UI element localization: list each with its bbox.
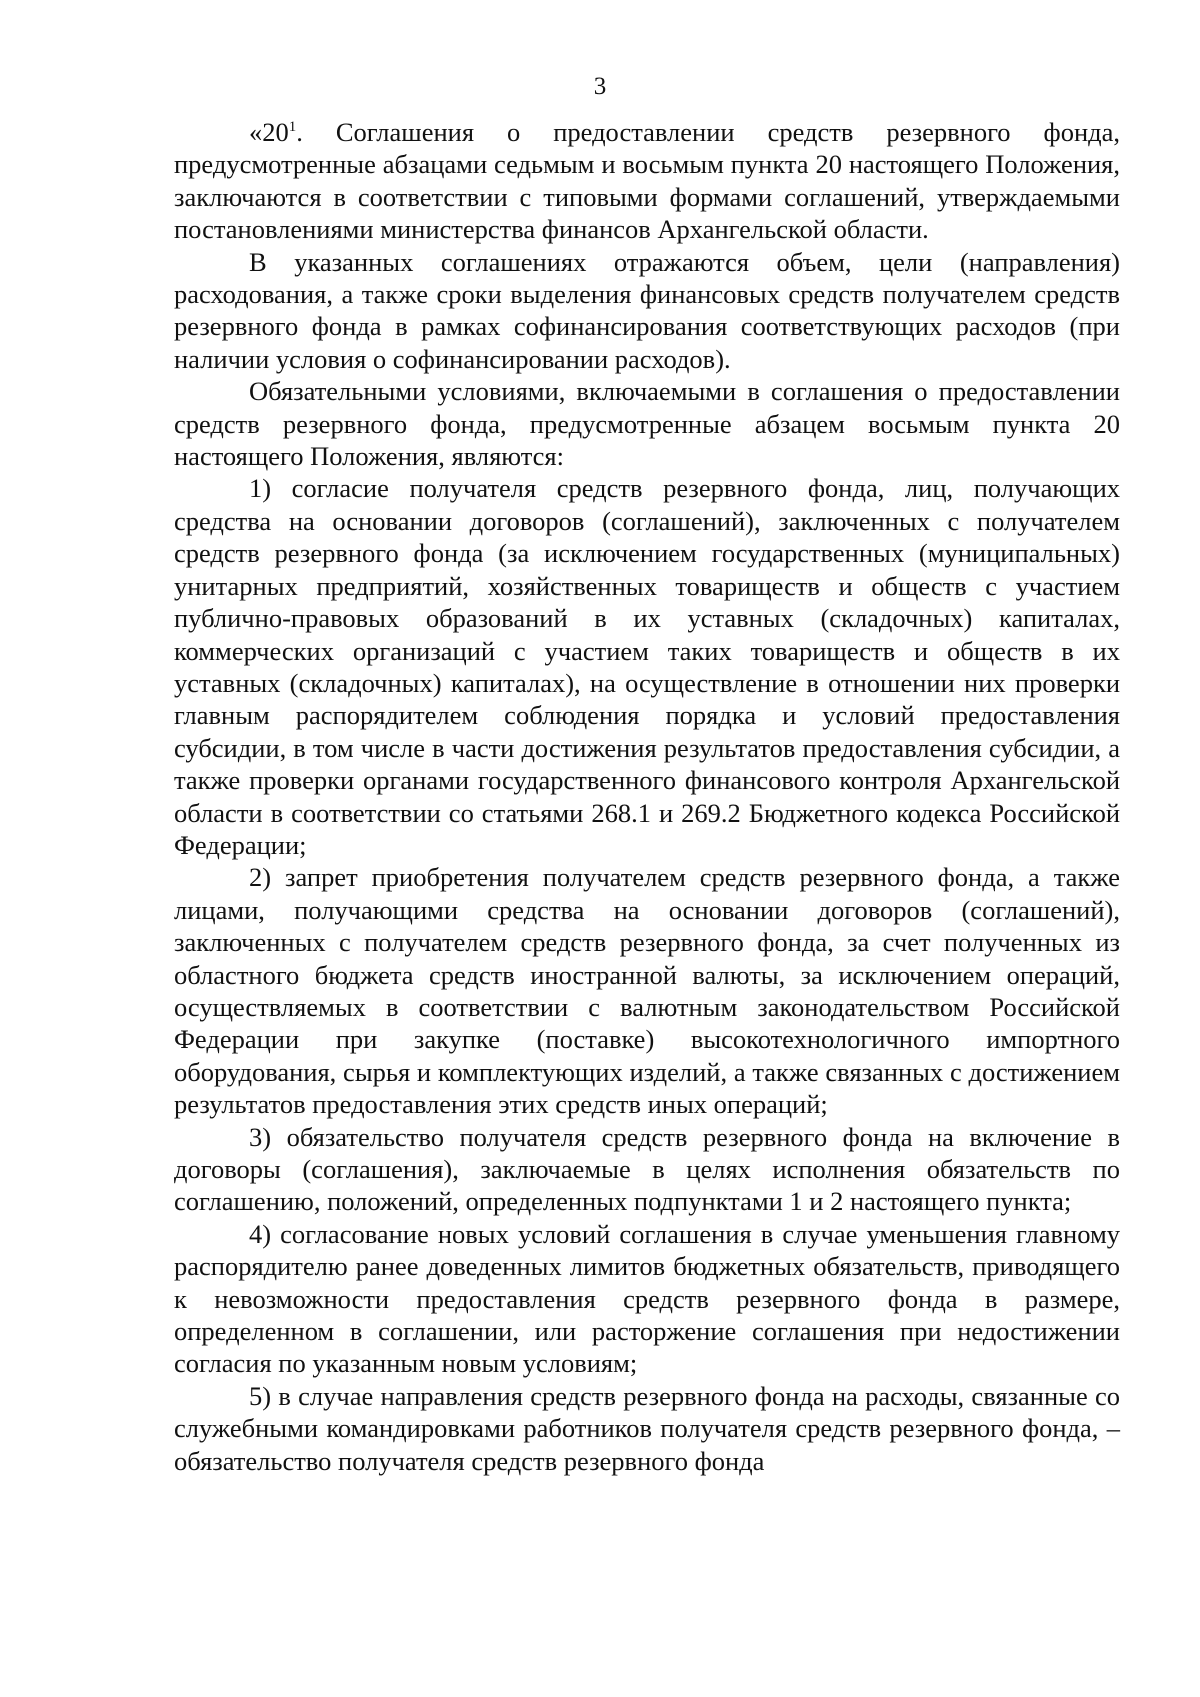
page-number: 3 xyxy=(593,73,607,100)
list-item-4: 4) согласование новых условий соглашения в случае уменьшения главному распорядителю ранее доведенных лимитов бюджетных обязательств, приводящего к невозможности предоставления средств резервного фонда в размере, определенном в соглашении, или расторжение соглашения при недостижении согласия по указанным новым условиям; xyxy=(174,1218,1120,1379)
paragraph-section-20-1 xyxy=(174,116,1120,246)
list-item-5: 5) в случае направления средств резервного фонда на расходы, связанные со служебными командировками работников получателя средств резервного фонда, – обязательство получателя средств резервного фонда xyxy=(174,1380,1120,1476)
section-number: «20 xyxy=(249,117,289,147)
list-item-2: 2) запрет приобретения получателем средств резервного фонда, а также лицами, получающими средства на основании договоров (соглашений), заключенных с получателем средств резервного фонда, за счет полученных из областного бюджета средств иностранной валюты, за исключением операций, осуществляемых в соответствии с валютным законодательством Российской Федерации при закупке (поставке) высокотехнологичного импортного оборудования, сырья и комплектующих изделий, а также связанных с достижением результатов предоставления этих средств иных операций; xyxy=(174,862,1120,1120)
paragraph-agreement-contents: В указанных соглашениях отражаются объем, цели (направления) расходования, а также сроки выделения финансовых средств получателем средств резервного фонда в рамках софинансирования соответствующих расходов (при наличии условия о софинансировании расходов). xyxy=(174,246,1120,374)
paragraph-mandatory-conditions: Обязательными условиями, включаемыми в соглашения о предоставлении средств резервного фонда, предусмотренные абзацем восьмым пункта 20 настоящего Положения, являются: xyxy=(174,376,1120,472)
document-body xyxy=(174,116,1120,1477)
section-superscript: 1 xyxy=(288,119,297,136)
list-item-3: 3) обязательство получателя средств резервного фонда на включение в договоры (соглашения), заключаемые в целях исполнения обязательств по соглашению, положений, определенных подпунктами 1 и 2 настоящего пункта; xyxy=(174,1121,1120,1217)
paragraph-text: . Соглашения о предоставлении средств резервного фонда, предусмотренные абзацами седьмым и восьмым пункта 20 настоящего Положения, заключаются в соответствии с типовыми формами соглашений, утверждаемыми постановлениями министерства финансов Архангельской области. xyxy=(174,117,1120,245)
list-item-1: 1) согласие получателя средств резервного фонда, лиц, получающих средства на основании договоров (соглашений), заключенных с получателем средств резервного фонда (за исключением государственных (муниципальных) унитарных предприятий, хозяйственных товариществ и обществ с участием публично-правовых образований в их уставных (складочных) капиталах, коммерческих организаций с участием таких товариществ и обществ в их уставных (складочных) капиталах), на осуществление в отношении них проверки главным распорядителем соблюдения порядка и условий предоставления субсидии, в том числе в части достижения результатов предоставления субсидии, а также проверки органами государственного финансового контроля Архангельской области в соответствии со статьями 268.1 и 269.2 Бюджетного кодекса Российской Федерации; xyxy=(174,473,1120,860)
